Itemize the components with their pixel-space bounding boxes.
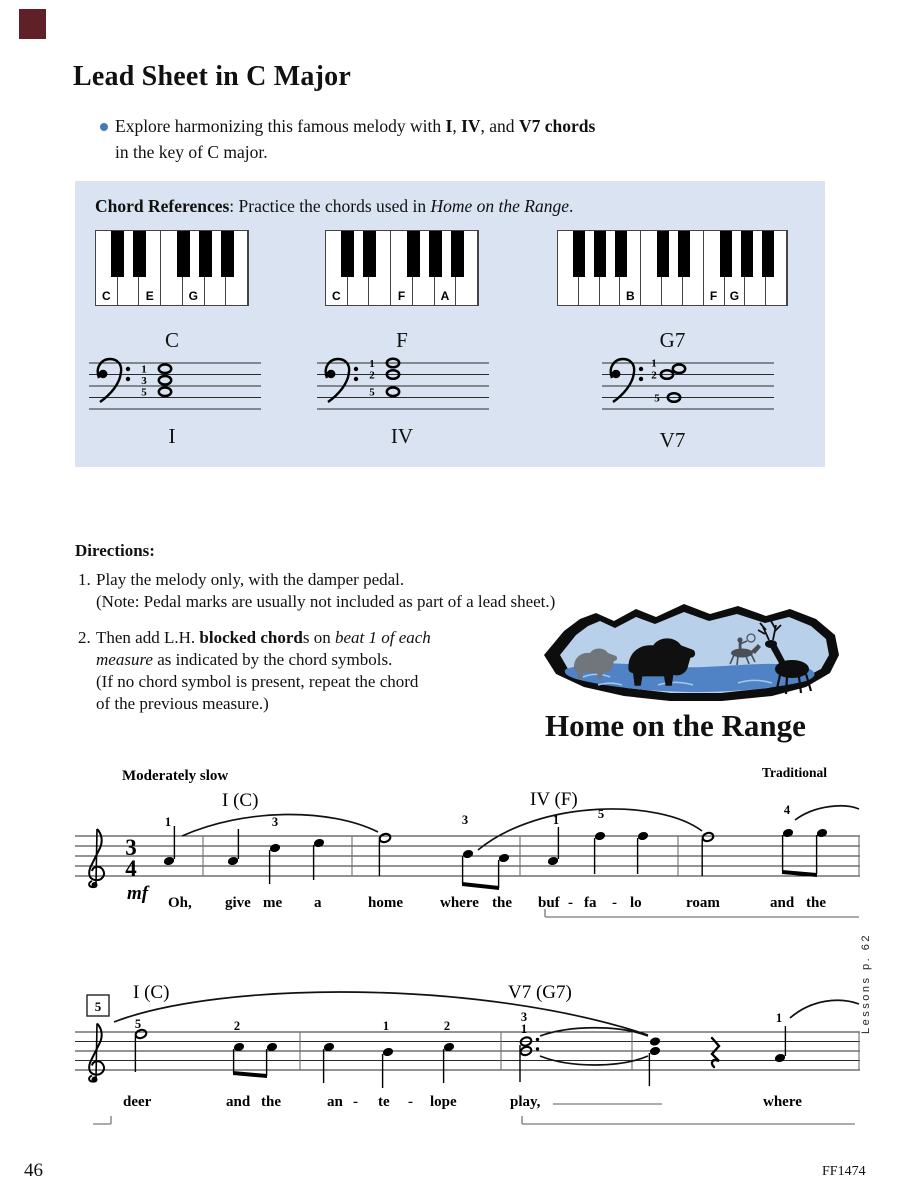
beam [462,882,499,890]
staff-lines [75,1032,860,1070]
side-tab-label: Lessons p. 62 [860,933,872,1034]
fingering: 5 [141,386,147,399]
directions-item1-number: 1. [78,570,91,589]
black-key [678,231,690,277]
key-label: C [102,289,111,303]
catalog-number: FF1474 [822,1164,866,1179]
black-key [451,231,464,277]
bass-clef-icon [326,359,358,402]
attribution: Traditional [761,765,827,780]
directions-item2-line2 [96,650,392,670]
chord-box-heading [95,196,573,217]
time-signature-bottom: 4 [125,856,137,881]
lyric: the [806,895,826,911]
lyric: give [225,895,251,911]
keyboard-diagram-g7 [557,230,788,306]
directions-heading: Directions: [75,541,155,560]
slur [790,1000,859,1018]
treble-clef-icon [89,829,104,888]
bass-staff-f-chord [315,355,491,427]
keyboard-diagram-f [325,230,479,306]
lyric: an [327,1094,343,1110]
fingering: 2 [233,1019,241,1033]
black-key [221,231,234,277]
whole-note-chord [661,364,685,401]
fingering: 5 [597,807,605,821]
keyboard-diagram-c [95,230,249,306]
black-key [363,231,376,277]
intro-pre: Explore harmonizing this famous melody with [115,116,446,136]
item2-s: s [302,628,310,647]
intro-bold-i: I [445,116,453,136]
fingering: 1 [164,815,172,829]
black-key [657,231,669,277]
intro-line-2: in the key of C major. [115,142,268,162]
black-key [429,231,442,277]
bass-clef-icon [611,359,643,402]
fingering: 5 [654,392,660,405]
slur [795,806,859,820]
lyric: lope [430,1094,457,1110]
black-key [341,231,354,277]
slur [478,809,702,850]
black-key [720,231,732,277]
fingering: 1 [382,1019,390,1033]
black-key [615,231,627,277]
directions-item1-line1: Play the melody only, with the damper pedal. [96,570,405,589]
fingering: 2 [369,369,375,382]
lyric: and [226,1094,251,1110]
lyrics-line-2 [123,1094,802,1110]
lyric: te [378,1094,390,1110]
chord-box-heading-italic: Home on the Range [430,196,570,216]
bullet-icon [100,123,108,131]
fingering: 1 [141,363,147,376]
lyrics-line-1 [168,895,826,911]
item2-line2-rest: as indicated by the chord symbols. [152,650,393,669]
tempo-marking: Moderately slow [122,768,229,784]
black-key [177,231,190,277]
lyric: Oh, [168,895,192,911]
fingering: 1 [651,357,657,370]
beam [233,1071,267,1078]
lyric: fa [584,895,597,911]
bass-staff-c-chord [87,355,263,427]
black-key [594,231,606,277]
fingering: 3 [520,1010,528,1024]
fingering: 3 [271,815,279,829]
lyric-hyphen: - [612,895,617,911]
item2-pre: Then add L.H. [96,628,200,647]
black-key [407,231,420,277]
chord-symbol-2: IV (F) [530,789,578,810]
intro-sep1: , [452,116,462,136]
lyric-hyphen: - [568,895,573,911]
intro-line-1 [115,113,595,139]
key-label: B [626,289,635,303]
pedal-release [93,1116,111,1124]
lyric: where [763,1094,802,1110]
key-label: G [188,289,198,303]
numeral-iv: IV [390,424,414,448]
lyric-hyphen: - [353,1094,358,1110]
chord-symbol-2: V7 (G7) [508,982,572,1003]
fingering: 1 [775,1011,783,1025]
chord-symbol-1: I (C) [222,790,259,811]
chord-name-c: C [164,328,179,352]
item2-italic: beat 1 of each [334,628,431,647]
fingering: 4 [783,803,791,817]
fingering: 1 [552,813,560,827]
notes [135,1026,787,1088]
black-key [199,231,212,277]
fingering: 3 [461,813,469,827]
black-key [111,231,124,277]
lyric: lo [630,895,642,911]
lyric: play, [510,1094,541,1110]
item2-bold: blocked chord [199,628,303,647]
page-title: Lead Sheet in C Major [73,61,351,92]
lyric: a [314,895,322,911]
fingering: 1 [369,358,375,370]
lyric: home [368,895,403,911]
fingering: 2 [443,1019,451,1033]
lyric-hyphen: - [408,1094,413,1110]
item2-line2-italic: measure [96,650,153,669]
chord-box-heading-mid: : Practice the chords used in [229,196,431,216]
black-key [573,231,585,277]
fingering: 3 [141,375,147,388]
whole-note-chord [387,359,399,396]
black-key [133,231,146,277]
item2-mid: on [309,628,335,647]
slur [182,814,378,836]
whole-note-chord [159,364,171,396]
pedal-line [522,1116,855,1124]
lyric: buf [538,895,560,911]
lyric: the [492,895,512,911]
lyric: roam [686,895,720,911]
dynamic-marking: mf [127,883,149,904]
lyric: me [263,895,283,911]
key-label: E [145,289,154,303]
lyric: where [440,895,479,911]
directions-item2-line1 [96,628,431,648]
prairie-illustration [538,597,846,711]
fingering: 2 [651,369,657,382]
black-key [741,231,753,277]
fingering: 5 [369,386,375,399]
time-signature-top: 3 [125,835,137,860]
key-label: C [332,289,341,303]
black-key [762,231,774,277]
chord-name-g7: G7 [659,328,686,352]
fingering: 5 [134,1017,142,1031]
chord-box-heading-bold: Chord References [95,196,230,216]
music-system-2 [0,960,900,1140]
directions-item2-line4: of the previous measure.) [96,694,269,713]
lyric: the [261,1094,281,1110]
chord-symbol-1: I (C) [133,982,170,1003]
measure-number: 5 [94,999,102,1014]
directions-item2-number: 2. [78,628,91,647]
directions-item1-line2: (Note: Pedal marks are usually not included as part of a lead sheet.) [96,592,556,611]
intro-sep2: , and [480,116,519,136]
intro-text [115,113,595,165]
key-label: G [729,289,740,303]
intro-bold-iv: IV [461,116,481,136]
numeral-v7: V7 [659,428,686,452]
corner-tab [19,9,46,39]
lyric: and [770,895,795,911]
key-label: F [397,289,406,303]
key-label: F [709,289,718,303]
bass-staff-g7-chord [600,355,776,427]
quarter-rest-icon [712,1038,719,1067]
numeral-i: I [168,424,176,448]
directions-item2-line3: (If no chord symbol is present, repeat the chord [96,672,419,691]
measure-number-box [87,995,109,1016]
chord-box-heading-end: . [569,196,574,216]
lyric: deer [123,1094,152,1110]
chord-name-f: F [396,328,408,352]
fingering: 1 [520,1022,528,1036]
key-label: A [440,289,450,303]
page-number: 46 [24,1160,43,1181]
intro-bold-v7: V7 chords [518,116,596,136]
song-title: Home on the Range [545,708,806,743]
music-system-1 [0,755,900,930]
bass-clef-icon [98,359,130,402]
